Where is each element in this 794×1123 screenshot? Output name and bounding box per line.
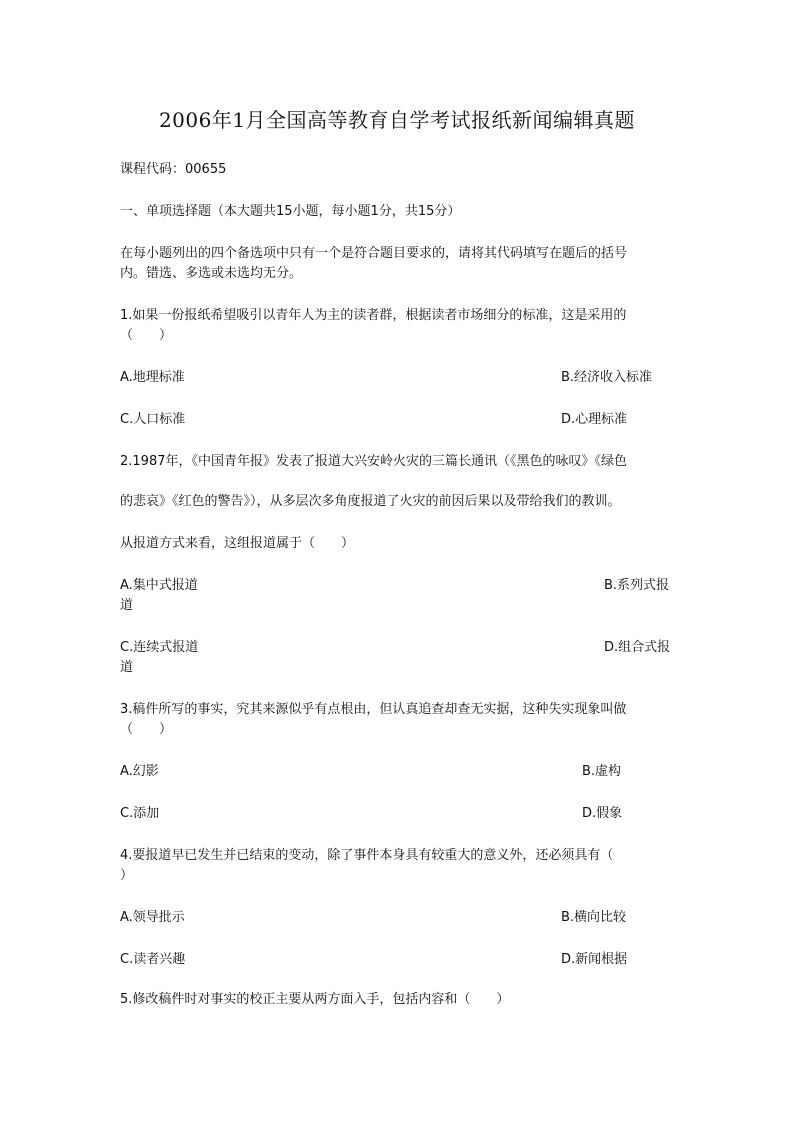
question-4-stem-line-2: ） <box>120 868 134 883</box>
instructions-line-1: 在每小题列出的四个备选项中只有一个是符合题目要求的，请将其代码填写在题后的括号 <box>120 246 628 261</box>
question-1-stem-line-1: 1.如果一份报纸希望吸引以青年人为主的读者群，根据读者市场细分的标准，这是采用的 <box>120 308 627 323</box>
course-code: 课程代码：00655 <box>120 162 227 177</box>
question-2-option-d-wrap: 道 <box>120 660 134 675</box>
document-title: 2006年1月全国高等教育自学考试报纸新闻编辑真题 <box>158 108 636 132</box>
question-1-option-b: B.经济收入标准 <box>561 370 653 385</box>
question-3-option-c: C.添加 <box>120 806 160 821</box>
question-3-stem-line-2: （ ） <box>120 722 173 737</box>
question-3-stem-line-1: 3.稿件所写的事实，究其来源似乎有点根由，但认真追查却查无实据，这种失实现象叫做 <box>120 702 627 717</box>
question-2-option-b-wrap: 道 <box>120 598 134 613</box>
question-4-stem-line-1: 4.要报道早已发生并已结束的变动，除了事件本身具有较重大的意义外，还必须具有（ <box>120 848 614 863</box>
question-2-option-c: C.连续式报道 <box>120 640 199 655</box>
section-heading: 一、单项选择题（本大题共15小题，每小题1分，共15分） <box>120 204 461 219</box>
question-4-option-a: A.领导批示 <box>120 910 185 925</box>
question-1-stem-line-2: （ ） <box>120 328 173 343</box>
question-1-option-d: D.心理标准 <box>561 412 628 427</box>
question-4-option-b: B.横向比较 <box>561 910 627 925</box>
question-5-stem-line-1: 5.修改稿件时对事实的校正主要从两方面入手，包括内容和（ ） <box>120 992 510 1007</box>
question-2-stem-line-2: 的悲哀》《红色的警告》），从多层次多角度报道了火灾的前因后果以及带给我们的教训。 <box>120 494 621 509</box>
question-2-option-d: D.组合式报 <box>604 640 671 655</box>
question-3-option-b: B.虚构 <box>582 764 622 779</box>
question-2-stem-line-3: 从报道方式来看，这组报道属于（ ） <box>120 536 355 551</box>
question-2-option-b: B.系列式报 <box>604 578 670 593</box>
question-1-option-a: A.地理标准 <box>120 370 185 385</box>
question-1-option-c: C.人口标准 <box>120 412 186 427</box>
question-2-stem-line-1: 2.1987年，《中国青年报》发表了报道大兴安岭火灾的三篇长通讯（《黑色的咏叹》《绿色 <box>120 454 627 469</box>
question-4-option-d: D.新闻根据 <box>561 952 628 967</box>
question-2-option-a: A.集中式报道 <box>120 578 198 593</box>
question-4-option-c: C.读者兴趣 <box>120 952 186 967</box>
question-3-option-d: D.假象 <box>582 806 623 821</box>
instructions-line-2: 内。错选、多选或未选均无分。 <box>120 266 303 281</box>
question-3-option-a: A.幻影 <box>120 764 159 779</box>
